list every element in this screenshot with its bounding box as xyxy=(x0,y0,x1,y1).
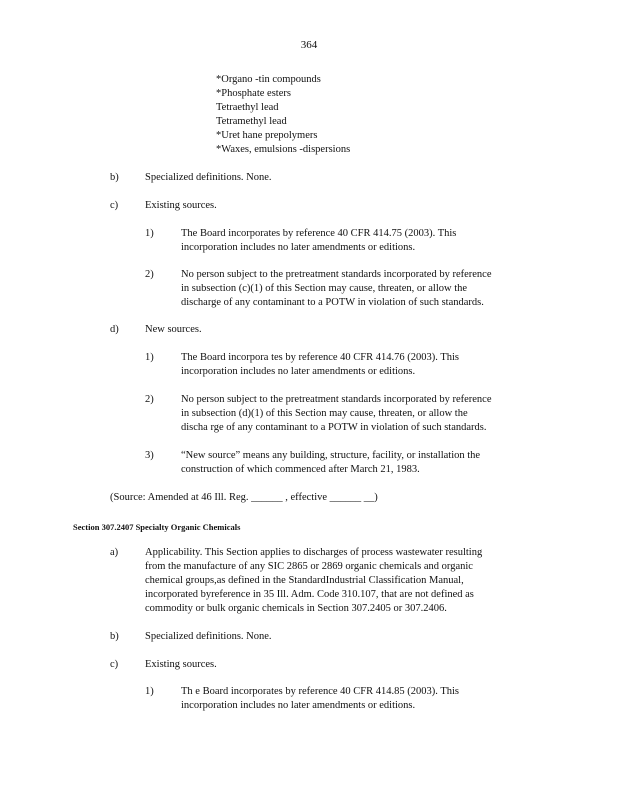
page-number: 364 xyxy=(300,39,318,51)
subsection-d-label: d) xyxy=(110,324,119,335)
item-c1-line1: Th e Board incorporates by reference 40 CFR 414.85 (2003). This xyxy=(181,686,459,697)
item-d1-label: 1) xyxy=(145,352,154,363)
item-d3-line1: “New source” means any building, structure, facility, or installation the xyxy=(181,450,481,461)
item-c1-label: 1) xyxy=(145,228,154,239)
list-item: *Organo -tin compounds xyxy=(216,74,321,85)
item-c2-line2: in subsection (c)(1) of this Section may cause, threaten, or allow the xyxy=(181,283,468,294)
list-item: *Phosphate esters xyxy=(216,88,291,99)
item-c1-label: 1) xyxy=(145,686,154,697)
subsection-c-label: c) xyxy=(110,659,119,670)
subsection-c-label: c) xyxy=(110,200,119,211)
subsection-b-label: b) xyxy=(110,172,119,183)
subsection-b-text: Specialized definitions. None. xyxy=(145,172,272,183)
item-d3-label: 3) xyxy=(145,450,154,461)
item-d3-line2: construction of which commenced after March 21, 1983. xyxy=(181,464,420,475)
item-d2-line1: No person subject to the pretreatment standards incorporated by reference xyxy=(181,394,492,405)
list-item: Tetraethyl lead xyxy=(216,102,279,113)
item-c1-line2: incorporation includes no later amendments or editions. xyxy=(181,700,416,711)
list-item: *Waxes, emulsions -dispersions xyxy=(216,144,351,155)
subsection-d-text: New sources. xyxy=(145,324,202,335)
item-c1-line2: incorporation includes no later amendments or editions. xyxy=(181,242,416,253)
item-d1-line2: incorporation includes no later amendments or editions. xyxy=(181,366,416,377)
subsection-b-text: Specialized definitions. None. xyxy=(145,631,272,642)
item-c2-line1: No person subject to the pretreatment standards incorporated by reference xyxy=(181,269,492,280)
section-heading: Section 307.2407 Specialty Organic Chemicals xyxy=(73,522,241,532)
subsection-c-text: Existing sources. xyxy=(145,659,217,670)
list-item: *Uret hane prepolymers xyxy=(216,130,318,141)
subsection-a-line2: from the manufacture of any SIC 2865 or 2869 organic chemicals and organic xyxy=(145,561,473,572)
subsection-b-label: b) xyxy=(110,631,119,642)
source-note: (Source: Amended at 46 Ill. Reg. ______ , effective ______ __) xyxy=(110,492,378,503)
subsection-a-line5: commodity or bulk organic chemicals in Section 307.2405 or 307.2406. xyxy=(145,603,447,614)
subsection-a-label: a) xyxy=(110,547,119,558)
item-d1-line1: The Board incorpora tes by reference 40 CFR 414.76 (2003). This xyxy=(181,352,459,363)
item-c2-label: 2) xyxy=(145,269,154,280)
item-d2-line2: in subsection (d)(1) of this Section may cause, threaten, or allow the xyxy=(181,408,468,419)
subsection-a-line4: incorporated byreference in 35 Ill. Adm. Code 310.107, that are not defined as xyxy=(145,589,474,600)
subsection-c-text: Existing sources. xyxy=(145,200,217,211)
subsection-a-line1: Applicability. This Section applies to discharges of process wastewater resulting xyxy=(145,547,483,558)
item-c1-line1: The Board incorporates by reference 40 CFR 414.75 (2003). This xyxy=(181,228,457,239)
item-c2-line3: discharge of any contaminant to a POTW in violation of such standards. xyxy=(181,297,484,308)
item-d2-label: 2) xyxy=(145,394,154,405)
item-d2-line3: discha rge of any contaminant to a POTW in violation of such standards. xyxy=(181,422,487,433)
subsection-a-line3: chemical groups,as defined in the StandardIndustrial Classification Manual, xyxy=(145,575,464,586)
compound-list xyxy=(216,73,350,157)
list-item: Tetramethyl lead xyxy=(216,116,287,127)
